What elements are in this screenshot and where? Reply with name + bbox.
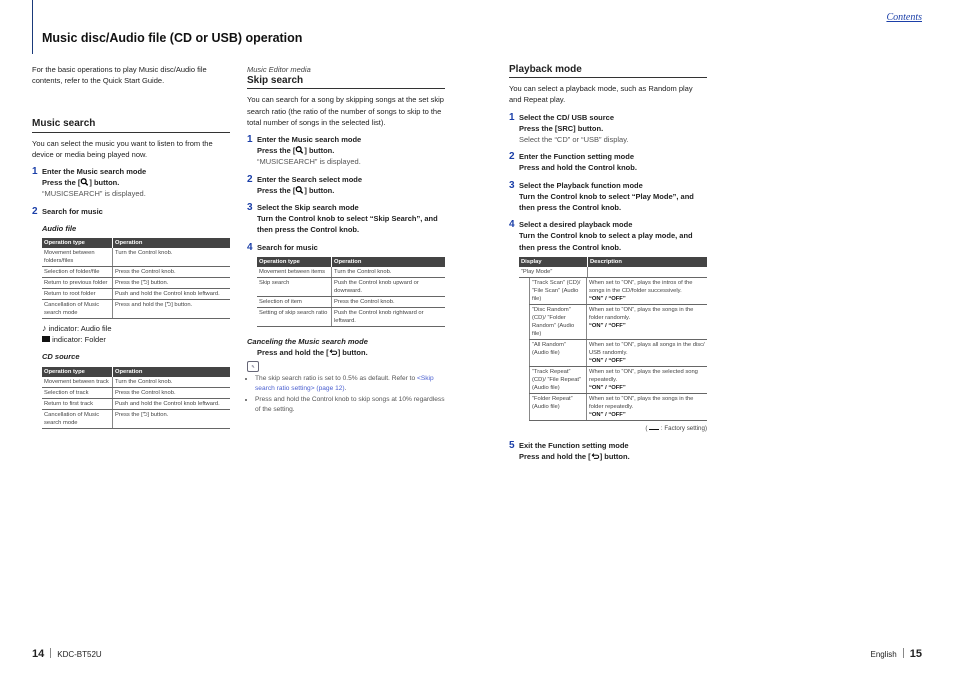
press-pre: Press the [ [42, 178, 81, 188]
step-text: Turn the Control knob to select a play mode, and then press the Control knob. [519, 231, 693, 252]
kicker: Music Editor media [247, 65, 311, 74]
step-note: “MUSICSEARCH” is displayed. [257, 157, 361, 167]
playback-mode-desc: You can select a playback mode, such as Random play and Repeat play. [509, 84, 693, 105]
table-cell: “Track Repeat” (CD)/ “File Repeat” (Audio file) [530, 366, 587, 393]
mode-desc: When set to “ON”, plays all songs in the disc/ USB randomly. [589, 341, 705, 356]
contents-link[interactable]: Contents [886, 12, 922, 23]
step-number: 2 [247, 173, 253, 185]
step-number: 3 [247, 202, 253, 214]
table-header: Operation [113, 238, 231, 248]
audio-file-table [42, 238, 230, 319]
note-item: • Press and hold the Control knob to skip songs at 10% regardless of the setting. [255, 395, 445, 414]
factory-note-text: : Factory setting) [660, 424, 707, 432]
underline-sample [649, 429, 659, 430]
skip-search-ratio-link[interactable]: <Skip search ratio setting> (page 12) [255, 375, 434, 392]
section-title-playback-mode: Playback mode [509, 64, 707, 78]
step-4 [247, 242, 445, 253]
section-title-skip-search: Skip search [247, 75, 445, 89]
step-title: Search for music [257, 242, 318, 252]
press-post: ] button. [337, 348, 368, 358]
language-label: English [870, 650, 897, 659]
audio-file-label: Audio file [42, 223, 77, 233]
step-1 [32, 166, 230, 200]
step-note: Select the “CD” or “USB” display. [519, 135, 629, 145]
table-cell: Push and hold the Control knob leftward. [113, 398, 231, 409]
table-cell: Press the Control knob. [332, 296, 446, 307]
table-cell: Press the Control knob. [113, 267, 231, 278]
step-number: 1 [509, 111, 515, 123]
step-text: Turn the Control knob to select “Skip Search”, and then press the Control knob. [257, 214, 438, 235]
cd-source-table [42, 367, 230, 429]
music-search-desc: You can select the music you want to listen to from the device or media being played now. [32, 138, 213, 159]
page-number-left: 14 [32, 648, 45, 660]
header-rule [32, 0, 33, 54]
step-3 [509, 180, 707, 214]
notes-list [247, 374, 445, 414]
indicator-audio-text: indicator: Audio file [48, 324, 112, 334]
table-cell: Movement between folders/files [42, 248, 113, 267]
press-pre: Press and hold the [ [257, 348, 329, 358]
skip-search-desc: You can search for a song by skipping songs at the set skip search ratio (the ratio of the number of songs to skip to the total number of songs in the selected list). [247, 95, 444, 127]
note-text: . [344, 384, 347, 392]
table-header: Operation type [42, 367, 113, 377]
search-icon [295, 186, 304, 194]
folder-icon [42, 336, 50, 342]
step-title: Enter the Music search mode [257, 135, 362, 145]
table-cell: Press the [⮌] button. [113, 409, 231, 428]
table-row [530, 304, 708, 339]
table-cell: Push and hold the Control knob leftward. [113, 289, 231, 300]
intro-text: For the basic operations to play Music disc/Audio file contents, refer to the Quick Start Guide. [32, 65, 207, 86]
factory-setting-note: ( : Factory setting) [645, 424, 707, 432]
table-cell: Selection of folder/file [42, 267, 113, 278]
step-number: 4 [509, 219, 515, 231]
skip-search-table [257, 257, 445, 327]
step-text: Turn the Control knob to select “Play Mode”, and then press the Control knob. [519, 191, 694, 213]
mode-desc: When set to “ON”, plays the intros of the songs in the CD/folder successively. [589, 279, 693, 294]
playback-options-table [529, 278, 707, 421]
step-5 [509, 440, 707, 462]
press-post: ] button. [599, 452, 630, 462]
step-number: 2 [509, 151, 515, 163]
step-title: Select the Skip search mode [257, 203, 359, 213]
note-item [255, 374, 445, 393]
table-cell: Turn the Control knob. [113, 377, 231, 388]
music-note-icon: ♪ [42, 323, 47, 334]
table-row [257, 267, 445, 278]
mode-desc: When set to “ON”, plays the songs in the folder repeatedly. [589, 395, 694, 410]
table-row [42, 248, 230, 267]
table-row [257, 307, 445, 326]
table-row [42, 267, 230, 278]
footer-divider [50, 648, 51, 658]
table-cell: Press the [⮌] button. [113, 278, 231, 289]
step-number: 1 [32, 166, 38, 178]
mode-desc: When set to “ON”, plays the selected song repeatedly. [589, 368, 698, 383]
table-cell: Turn the Control knob. [332, 267, 446, 278]
press-pre: Press the [ [257, 185, 296, 195]
column-music-search [32, 64, 230, 429]
table-cell: Cancellation of Music search mode [42, 300, 113, 319]
table-row [530, 339, 708, 366]
table-cell: Push the Control knob rightward or leftward. [332, 307, 446, 326]
table-cell: Movement between track [42, 377, 113, 388]
table-row [42, 300, 230, 319]
table-cell: “Track Scan” (CD)/ “File Scan” (Audio file) [530, 278, 587, 305]
table-cell: Return to previous folder [42, 278, 113, 289]
table-row [530, 393, 708, 420]
press-post: ] button. [304, 185, 335, 195]
table-row [257, 296, 445, 307]
step-title: Enter the Function setting mode [519, 152, 635, 162]
mode-onoff: “ON” / “OFF” [589, 411, 626, 418]
search-icon [80, 178, 89, 186]
footer-divider [903, 648, 904, 658]
step-title: Select the CD/ USB source [519, 112, 615, 122]
table-header: Operation type [257, 257, 332, 267]
table-cell: Cancellation of Music search mode [42, 409, 113, 428]
mode-desc: When set to “ON”, plays the songs in the folder randomly. [589, 306, 694, 321]
note-text: The skip search ratio is set to 0.5% as default. Refer to [255, 375, 417, 383]
press-post: ] button. [89, 178, 120, 188]
step-number: 3 [509, 179, 515, 191]
mode-onoff: “ON” / “OFF” [589, 295, 626, 302]
table-cell: Movement between items [257, 267, 332, 278]
press-post: ] button. [304, 146, 335, 156]
table-header: Description [588, 257, 708, 267]
footer-right [871, 648, 923, 660]
step-1 [509, 112, 707, 146]
table-cell: Push the Control knob upward or downward. [332, 277, 446, 296]
table-cell: “All Random” (Audio file) [530, 339, 587, 366]
table-header: Display [519, 257, 588, 267]
cd-source-label: CD source [42, 352, 80, 362]
step-text: Press the [SRC] button. [519, 123, 604, 133]
step-note: “MUSICSEARCH” is displayed. [42, 189, 146, 199]
table-row [42, 278, 230, 289]
indicator-folder-text: indicator: Folder [52, 335, 106, 345]
step-number: 2 [32, 205, 38, 217]
step-title: Search for music [42, 206, 103, 216]
table-row [42, 409, 230, 428]
table-cell: Press the Control knob. [113, 387, 231, 398]
step-number: 1 [247, 134, 253, 146]
search-icon [295, 146, 304, 154]
table-row [530, 366, 708, 393]
table-row [42, 398, 230, 409]
table-cell: Turn the Control knob. [113, 248, 231, 267]
table-row [519, 267, 707, 278]
table-cell: “Play Mode” [519, 267, 588, 278]
table-cell: Selection of item [257, 296, 332, 307]
table-row [530, 278, 708, 305]
mode-onoff: “ON” / “OFF” [589, 357, 626, 364]
column-skip-search [247, 64, 445, 416]
mode-onoff: “ON” / “OFF” [589, 322, 626, 329]
back-icon [591, 452, 600, 460]
table-cell: “Folder Repeat” (Audio file) [530, 393, 587, 420]
table-header: Operation [113, 367, 231, 377]
section-title-music-search: Music search [32, 118, 230, 132]
step-2 [247, 174, 445, 196]
step-title: Select a desired playback mode [519, 220, 633, 230]
table-cell: Return to root folder [42, 289, 113, 300]
step-number: 4 [247, 241, 253, 253]
step-2 [32, 206, 230, 217]
step-1 [247, 134, 445, 168]
step-title: Exit the Function setting mode [519, 441, 629, 451]
table-cell [588, 267, 708, 278]
press-pre: Press the [ [257, 146, 296, 156]
step-4 [509, 219, 707, 253]
step-number: 5 [509, 440, 515, 452]
table-cell: Selection of track [42, 387, 113, 398]
table-cell: Skip search [257, 277, 332, 296]
table-cell: “Disc Random” (CD)/ “Folder Random” (Audio file) [530, 304, 587, 339]
step-title: Enter the Music search mode [42, 167, 147, 177]
column-playback-mode [509, 64, 707, 462]
table-row [42, 289, 230, 300]
table-cell: Press and hold the [⮌] button. [113, 300, 231, 319]
step-text: Press and hold the Control knob. [519, 163, 637, 173]
memo-icon: ✎ [247, 361, 259, 372]
press-pre: Press and hold the [ [519, 452, 591, 462]
table-cell: Setting of skip search ratio [257, 307, 332, 326]
back-icon [329, 348, 338, 356]
model-name: KDC-BT52U [57, 650, 102, 659]
table-row [42, 387, 230, 398]
table-row [42, 377, 230, 388]
step-title: Select the Playback function mode [519, 180, 643, 190]
mode-onoff: “ON” / “OFF” [589, 384, 626, 391]
cancel-label: Canceling the Music search mode [247, 336, 368, 346]
table-header: Operation [332, 257, 446, 267]
step-3 [247, 202, 445, 236]
table-header: Operation type [42, 238, 113, 248]
footer-left [32, 648, 102, 660]
playback-mode-table [519, 257, 707, 278]
page-title: Music disc/Audio file (CD or USB) operation [42, 31, 303, 45]
step-title: Enter the Search select mode [257, 174, 363, 184]
table-cell: Return to first track [42, 398, 113, 409]
table-row [257, 277, 445, 296]
page-number-right: 15 [909, 648, 922, 660]
step-2 [509, 151, 707, 173]
